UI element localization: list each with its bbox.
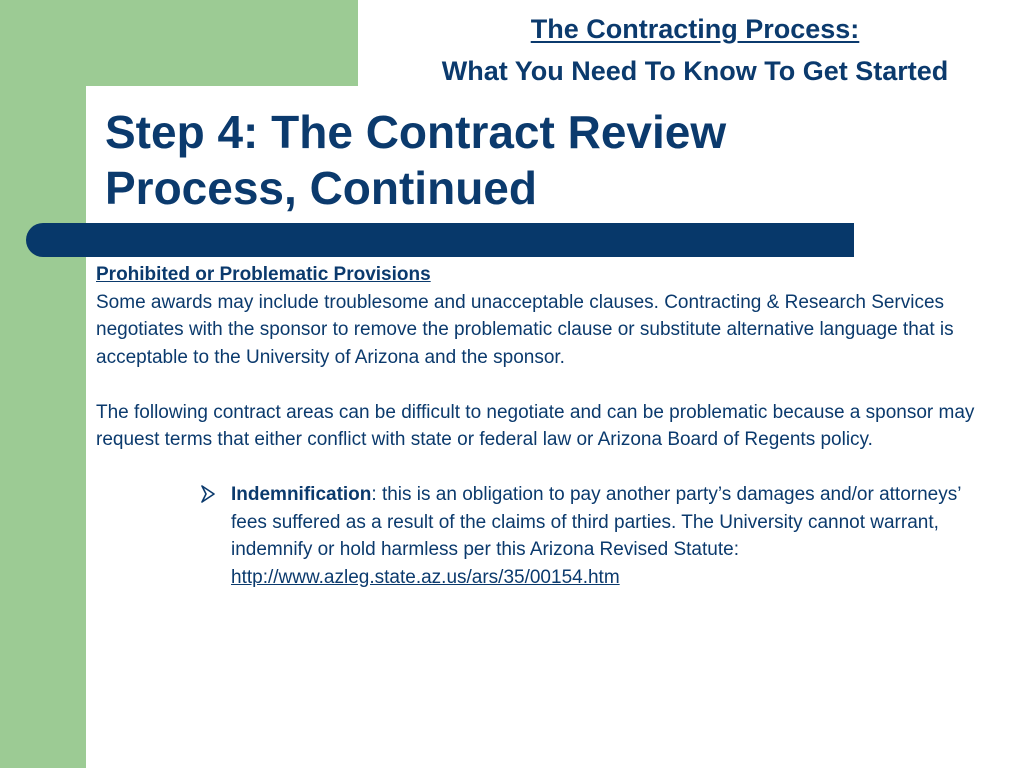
- title-divider-bar: [26, 223, 854, 257]
- header-line-1: The Contracting Process:: [530, 14, 860, 44]
- section-subheading: Prohibited or Problematic Provisions: [96, 264, 431, 285]
- title-line-2: Process, Continued: [105, 162, 537, 214]
- paragraph-2: The following contract areas can be difficult to negotiate and can be problematic because a sponsor may request terms that either conflict with state or federal law or Arizona Board of Regents policy.: [96, 401, 975, 450]
- bullet-description: : this is an obligation to pay another party’s damages and/or attorneys’ fees suffered as a result of the claims of third parties. The University cannot warrant, indemnify or hold harmless per this Arizona Revised Statute:: [231, 484, 961, 560]
- slide-title: [105, 104, 865, 216]
- arrow-bullet-icon: [201, 485, 215, 503]
- left-green-band: [0, 0, 86, 768]
- slide-body: [96, 261, 1006, 591]
- bullet-term: Indemnification: [231, 484, 372, 505]
- title-line-1: Step 4: The Contract Review: [105, 106, 727, 158]
- top-green-block: [0, 0, 358, 86]
- bullet-text: [231, 481, 991, 591]
- statute-link[interactable]: http://www.azleg.state.az.us/ars/35/00154.htm: [231, 566, 620, 588]
- bullet-item: [231, 481, 1006, 591]
- paragraph-1: Some awards may include troublesome and unacceptable clauses. Contracting & Research Services negotiates with the sponsor to remove the problematic clause or substitute alternative language that is acceptable to the University of Arizona and the sponsor.: [96, 291, 954, 368]
- slide-header: [370, 8, 1020, 92]
- header-line-2: What You Need To Know To Get Started: [441, 56, 949, 86]
